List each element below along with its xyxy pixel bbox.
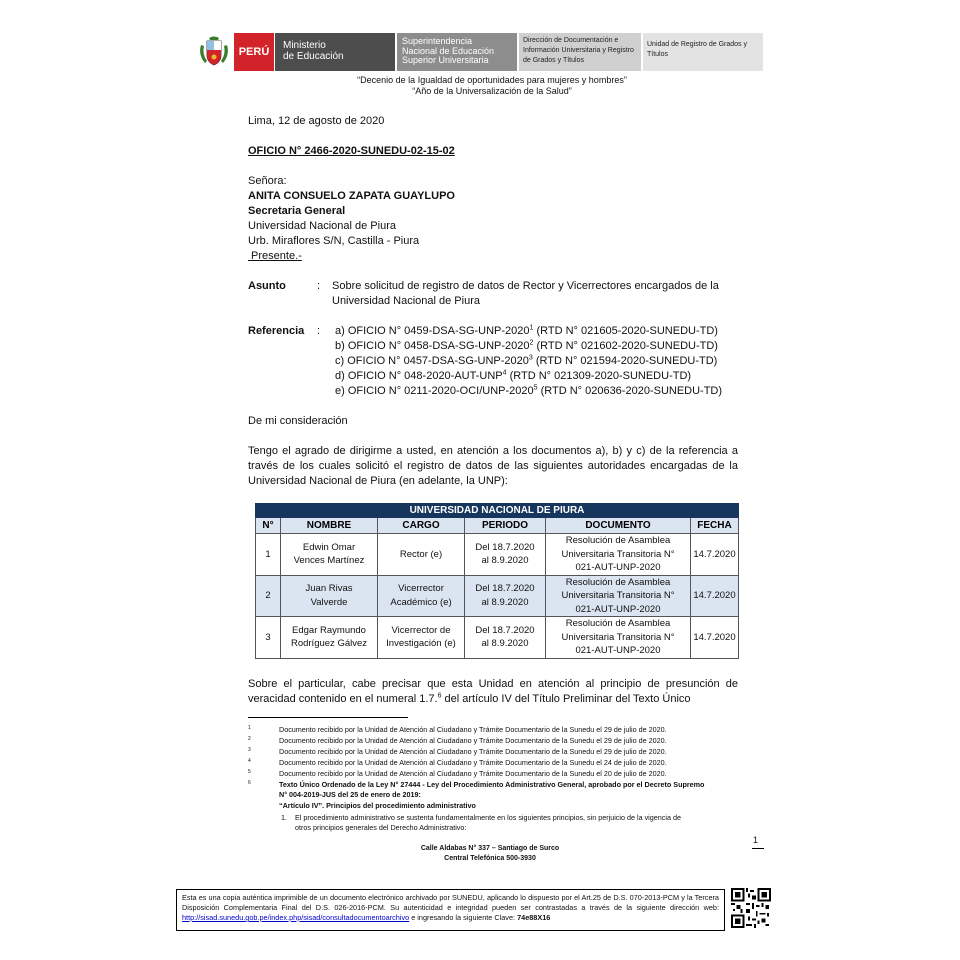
address-line2: Central Telefónica 500-3930 bbox=[444, 855, 536, 862]
reference-item bbox=[335, 369, 691, 384]
reference-sup: 4 bbox=[502, 369, 507, 377]
coat-of-arms-icon bbox=[197, 35, 231, 69]
cell-line: Valverde bbox=[310, 596, 348, 608]
cell-n: 1 bbox=[256, 534, 281, 576]
reference-doc: OFICIO N° 0458-DSA-SG-UNP-2020 bbox=[347, 340, 530, 352]
footnote-text: Documento recibido por la Unidad de Atención al Ciudadano y Trámite Documentario de la Sunedu el 29 de julio de 2020. bbox=[279, 725, 667, 734]
table-row bbox=[256, 534, 739, 576]
reference-doc: OFICIO N° 0459-DSA-SG-UNP-2020 bbox=[347, 325, 530, 337]
cell-n: 3 bbox=[256, 617, 281, 659]
cell-line: Juan Rivas bbox=[305, 583, 353, 595]
unidad-line2: Títulos bbox=[647, 51, 669, 58]
column-header: PERIODO bbox=[465, 518, 546, 534]
footnote-text: Documento recibido por la Unidad de Atención al Ciudadano y Trámite Documentario de la Sunedu el 24 de julio de 2020. bbox=[279, 758, 667, 767]
cell-line: al 8.9.2020 bbox=[481, 555, 529, 567]
cell-line: Investigación (e) bbox=[386, 638, 456, 650]
reference-rtd: (RTD N° 021605-2020-SUNEDU-TD) bbox=[533, 325, 718, 337]
footnote-divider bbox=[248, 717, 408, 718]
authenticity-notice bbox=[176, 889, 725, 931]
footnote-ref: 6 bbox=[437, 692, 442, 700]
paragraph-2-text: del artículo IV del Título Preliminar del Texto Único bbox=[441, 693, 691, 705]
reference-sup: 2 bbox=[529, 339, 534, 347]
footnote-number: 6 bbox=[248, 780, 251, 786]
unidad-line1: Unidad de Registro de Grados y bbox=[647, 41, 747, 48]
sunedu-line1: Superintendencia bbox=[402, 36, 473, 46]
greeting: De mi consideración bbox=[248, 415, 348, 427]
footnote-text: Documento recibido por la Unidad de Atención al Ciudadano y Trámite Documentario de la Sunedu el 29 de julio de 2020. bbox=[279, 736, 667, 745]
footnote-6-line1: Texto Único Ordenado de la Ley N° 27444 - Ley del Procedimiento Administrativo General, aprobado por el Decreto Supremo bbox=[279, 780, 705, 789]
direccion-line1: Dirección de Documentación e bbox=[523, 37, 619, 44]
footnote-number: 4 bbox=[248, 758, 251, 764]
cell-documento bbox=[546, 575, 691, 617]
reference-sup: 1 bbox=[529, 324, 534, 332]
cell-line: Del 18.7.2020 bbox=[475, 583, 535, 595]
cell-cargo bbox=[378, 534, 465, 576]
cell-line: Rodríguez Gálvez bbox=[290, 638, 368, 650]
reference-letter: a) bbox=[335, 325, 345, 337]
place-date: Lima, 12 de agosto de 2020 bbox=[248, 115, 385, 127]
ministerio-line1: Ministerio bbox=[283, 40, 326, 51]
cell-line: Resolución de Asamblea bbox=[565, 576, 671, 588]
reference-item bbox=[335, 339, 718, 354]
reference-rtd: (RTD N° 021602-2020-SUNEDU-TD) bbox=[533, 340, 718, 352]
cell-line: Universitaria Transitoria N° bbox=[561, 548, 675, 560]
footnote-number: 5 bbox=[248, 769, 251, 775]
reference-rtd: (RTD N° 020636-2020-SUNEDU-TD) bbox=[537, 385, 723, 397]
footnote-number: 2 bbox=[248, 736, 251, 742]
referencia-label: Referencia bbox=[248, 325, 305, 337]
footnote-6-line2: N° 004-2019-JUS del 25 de enero de 2019: bbox=[279, 790, 421, 799]
addressee-address: Urb. Miraflores S/N, Castilla - Piura bbox=[248, 235, 420, 247]
cell-line: Académico (e) bbox=[390, 596, 452, 608]
cell-line: 021-AUT-UNP-2020 bbox=[575, 603, 661, 615]
asunto-line1: Sobre solicitud de registro de datos de Rector y Vicerrectores encargados de la bbox=[332, 280, 719, 292]
cell-line: 021-AUT-UNP-2020 bbox=[575, 645, 661, 656]
referencia-colon: : bbox=[317, 325, 321, 337]
table-row bbox=[256, 617, 739, 659]
footnote-6-item-num: 1. bbox=[281, 813, 287, 822]
footnote-6-line3: “Artículo IV”. Principios del procedimiento administrativo bbox=[279, 801, 476, 810]
cell-cargo bbox=[378, 617, 465, 659]
reference-letter: e) bbox=[335, 385, 345, 397]
ministerio-line2: de Educación bbox=[283, 51, 344, 62]
reference-rtd: (RTD N° 021309-2020-SUNEDU-TD) bbox=[506, 370, 692, 382]
peru-brand bbox=[234, 33, 274, 71]
direccion-block bbox=[519, 33, 641, 71]
table-title: UNIVERSIDAD NACIONAL DE PIURA bbox=[256, 504, 739, 518]
cell-periodo bbox=[465, 534, 546, 576]
table-header-row bbox=[256, 518, 739, 534]
reference-sup: 3 bbox=[528, 354, 533, 362]
reference-item bbox=[335, 324, 718, 339]
asunto-line2: Universidad Nacional de Piura bbox=[332, 295, 480, 307]
reference-rtd: (RTD N° 021594-2020-SUNEDU-TD) bbox=[532, 355, 718, 367]
paragraph-2 bbox=[248, 677, 738, 707]
authenticity-text: e ingresando la siguiente Clave: bbox=[409, 913, 518, 922]
footnote-6-item-line1: El procedimiento administrativo se sustenta fundamentalmente en los siguientes principios, sin perjuicio de la vigencia de bbox=[295, 813, 681, 822]
peru-label: PERÚ bbox=[238, 46, 270, 58]
sunedu-block bbox=[397, 33, 517, 71]
reference-doc: OFICIO N° 0211-2020-OCI/UNP-2020 bbox=[347, 385, 534, 397]
reference-letter: b) bbox=[335, 340, 345, 352]
footnote-6-item-line2: otros principios generales del Derecho Administrativo: bbox=[295, 823, 467, 832]
cell-line: al 8.9.2020 bbox=[481, 596, 529, 608]
cell-n: 2 bbox=[256, 575, 281, 617]
authenticity-text: Esta es una copia auténtica imprimible de un documento electrónico archivado por SUNEDU, aplicando lo dispuesto por el Art.25 de D.S. 070-2013-PCM y la Tercera Disposición Complementaria Final del D.S. 026-2016-PCM. Su autenticidad e integridad pueden ser contrastadas a través de la siguiente dirección web: bbox=[182, 893, 719, 912]
page-number: 1 bbox=[753, 835, 759, 845]
unidad-block bbox=[643, 33, 763, 71]
cell-line: Edgar Raymundo bbox=[292, 624, 366, 636]
sunedu-line3: Superior Universitaria bbox=[402, 55, 489, 65]
page-number-underline bbox=[752, 848, 764, 849]
column-header: FECHA bbox=[691, 518, 739, 534]
cell-line: Vicerrector de bbox=[391, 624, 451, 636]
cell-periodo bbox=[465, 617, 546, 659]
verification-key: 74e88X16 bbox=[517, 913, 551, 922]
cell-fecha: 14.7.2020 bbox=[691, 575, 739, 617]
cell-nombre bbox=[281, 534, 378, 576]
cell-line: al 8.9.2020 bbox=[481, 638, 529, 650]
asunto-label: Asunto bbox=[248, 280, 286, 292]
column-header: DOCUMENTO bbox=[546, 518, 691, 534]
cell-line: Edwin Omar bbox=[302, 541, 356, 553]
cell-line: 021-AUT-UNP-2020 bbox=[575, 562, 661, 573]
motto-line1: “Decenio de la Igualdad de oportunidades para mujeres y hombres” bbox=[357, 75, 627, 85]
authorities-table bbox=[255, 503, 739, 659]
footnote-number: 1 bbox=[248, 725, 251, 731]
cell-fecha: 14.7.2020 bbox=[691, 534, 739, 576]
paragraph-1: Tengo el agrado de dirigirme a usted, en atención a los documentos a), b) y c) de la referencia a través de los cuales solicitó el registro de datos de las siguientes autoridades encargadas de la Universidad Nacional de Piura (en adelante, la UNP): bbox=[248, 445, 738, 487]
footnote-number: 3 bbox=[248, 747, 251, 753]
direccion-line3: de Grados y Títulos bbox=[523, 57, 584, 64]
cell-line: Rector (e) bbox=[399, 548, 443, 560]
motto-line2: “Año de la Universalización de la Salud” bbox=[412, 86, 572, 96]
sunedu-line2: Nacional de Educación bbox=[402, 45, 495, 56]
cell-line: Universitaria Transitoria N° bbox=[561, 631, 675, 643]
cell-nombre bbox=[281, 575, 378, 617]
reference-doc: OFICIO N° 0457-DSA-SG-UNP-2020 bbox=[347, 355, 529, 367]
addressee-name: ANITA CONSUELO ZAPATA GUAYLUPO bbox=[248, 190, 455, 202]
address-line1: Calle Aldabas N° 337 – Santiago de Surco bbox=[420, 845, 560, 852]
table-title-row bbox=[256, 504, 739, 518]
cell-documento bbox=[546, 617, 691, 659]
reference-item bbox=[335, 354, 717, 369]
column-header: CARGO bbox=[378, 518, 465, 534]
cell-nombre bbox=[281, 617, 378, 659]
reference-doc: OFICIO N° 048-2020-AUT-UNP bbox=[347, 370, 503, 382]
cell-fecha: 14.7.2020 bbox=[691, 617, 739, 659]
cell-line: Resolución de Asamblea bbox=[565, 535, 671, 546]
oficio-number: OFICIO N° 2466-2020-SUNEDU-02-15-02 bbox=[248, 145, 455, 157]
asunto-colon: : bbox=[317, 280, 321, 292]
addressee-institution: Universidad Nacional de Piura bbox=[248, 220, 396, 232]
column-header: N° bbox=[256, 518, 281, 534]
reference-item bbox=[335, 384, 722, 399]
cell-line: Vences Martínez bbox=[293, 555, 365, 567]
cell-documento bbox=[546, 534, 691, 576]
letterhead bbox=[197, 33, 763, 71]
cell-line: Resolución de Asamblea bbox=[565, 618, 671, 629]
ministerio-block bbox=[275, 33, 395, 71]
column-header: NOMBRE bbox=[281, 518, 378, 534]
qr-code-icon bbox=[731, 888, 771, 928]
direccion-line2: Información Universitaria y Registro bbox=[523, 47, 634, 54]
verification-link[interactable]: http://sisad.sunedu.gob.pe/index.php/sisad/consultadocumentoarchivo bbox=[182, 913, 410, 922]
table-row bbox=[256, 575, 739, 617]
footnote-text: Documento recibido por la Unidad de Atención al Ciudadano y Trámite Documentario de la Sunedu el 20 de julio de 2020. bbox=[279, 769, 667, 778]
footnote-text: Documento recibido por la Unidad de Atención al Ciudadano y Trámite Documentario de la Sunedu el 29 de julio de 2020. bbox=[279, 747, 667, 756]
cell-periodo bbox=[465, 575, 546, 617]
paragraph-2-text: Sobre el particular, cabe precisar que esta Unidad en atención al principio de presunción de veracidad contenido en el numeral 1.7. bbox=[248, 678, 738, 705]
addressee-role: Secretaria General bbox=[248, 205, 346, 217]
reference-letter: c) bbox=[335, 355, 345, 367]
cell-line: Vicerrector bbox=[398, 583, 444, 595]
reference-sup: 5 bbox=[533, 384, 538, 392]
salutation: Señora: bbox=[248, 175, 287, 187]
presente: Presente.- bbox=[248, 250, 302, 262]
cell-line: Universitaria Transitoria N° bbox=[561, 590, 675, 601]
cell-line: Del 18.7.2020 bbox=[475, 624, 535, 636]
reference-letter: d) bbox=[335, 370, 345, 382]
cell-line: Del 18.7.2020 bbox=[475, 541, 535, 553]
cell-cargo bbox=[378, 575, 465, 617]
